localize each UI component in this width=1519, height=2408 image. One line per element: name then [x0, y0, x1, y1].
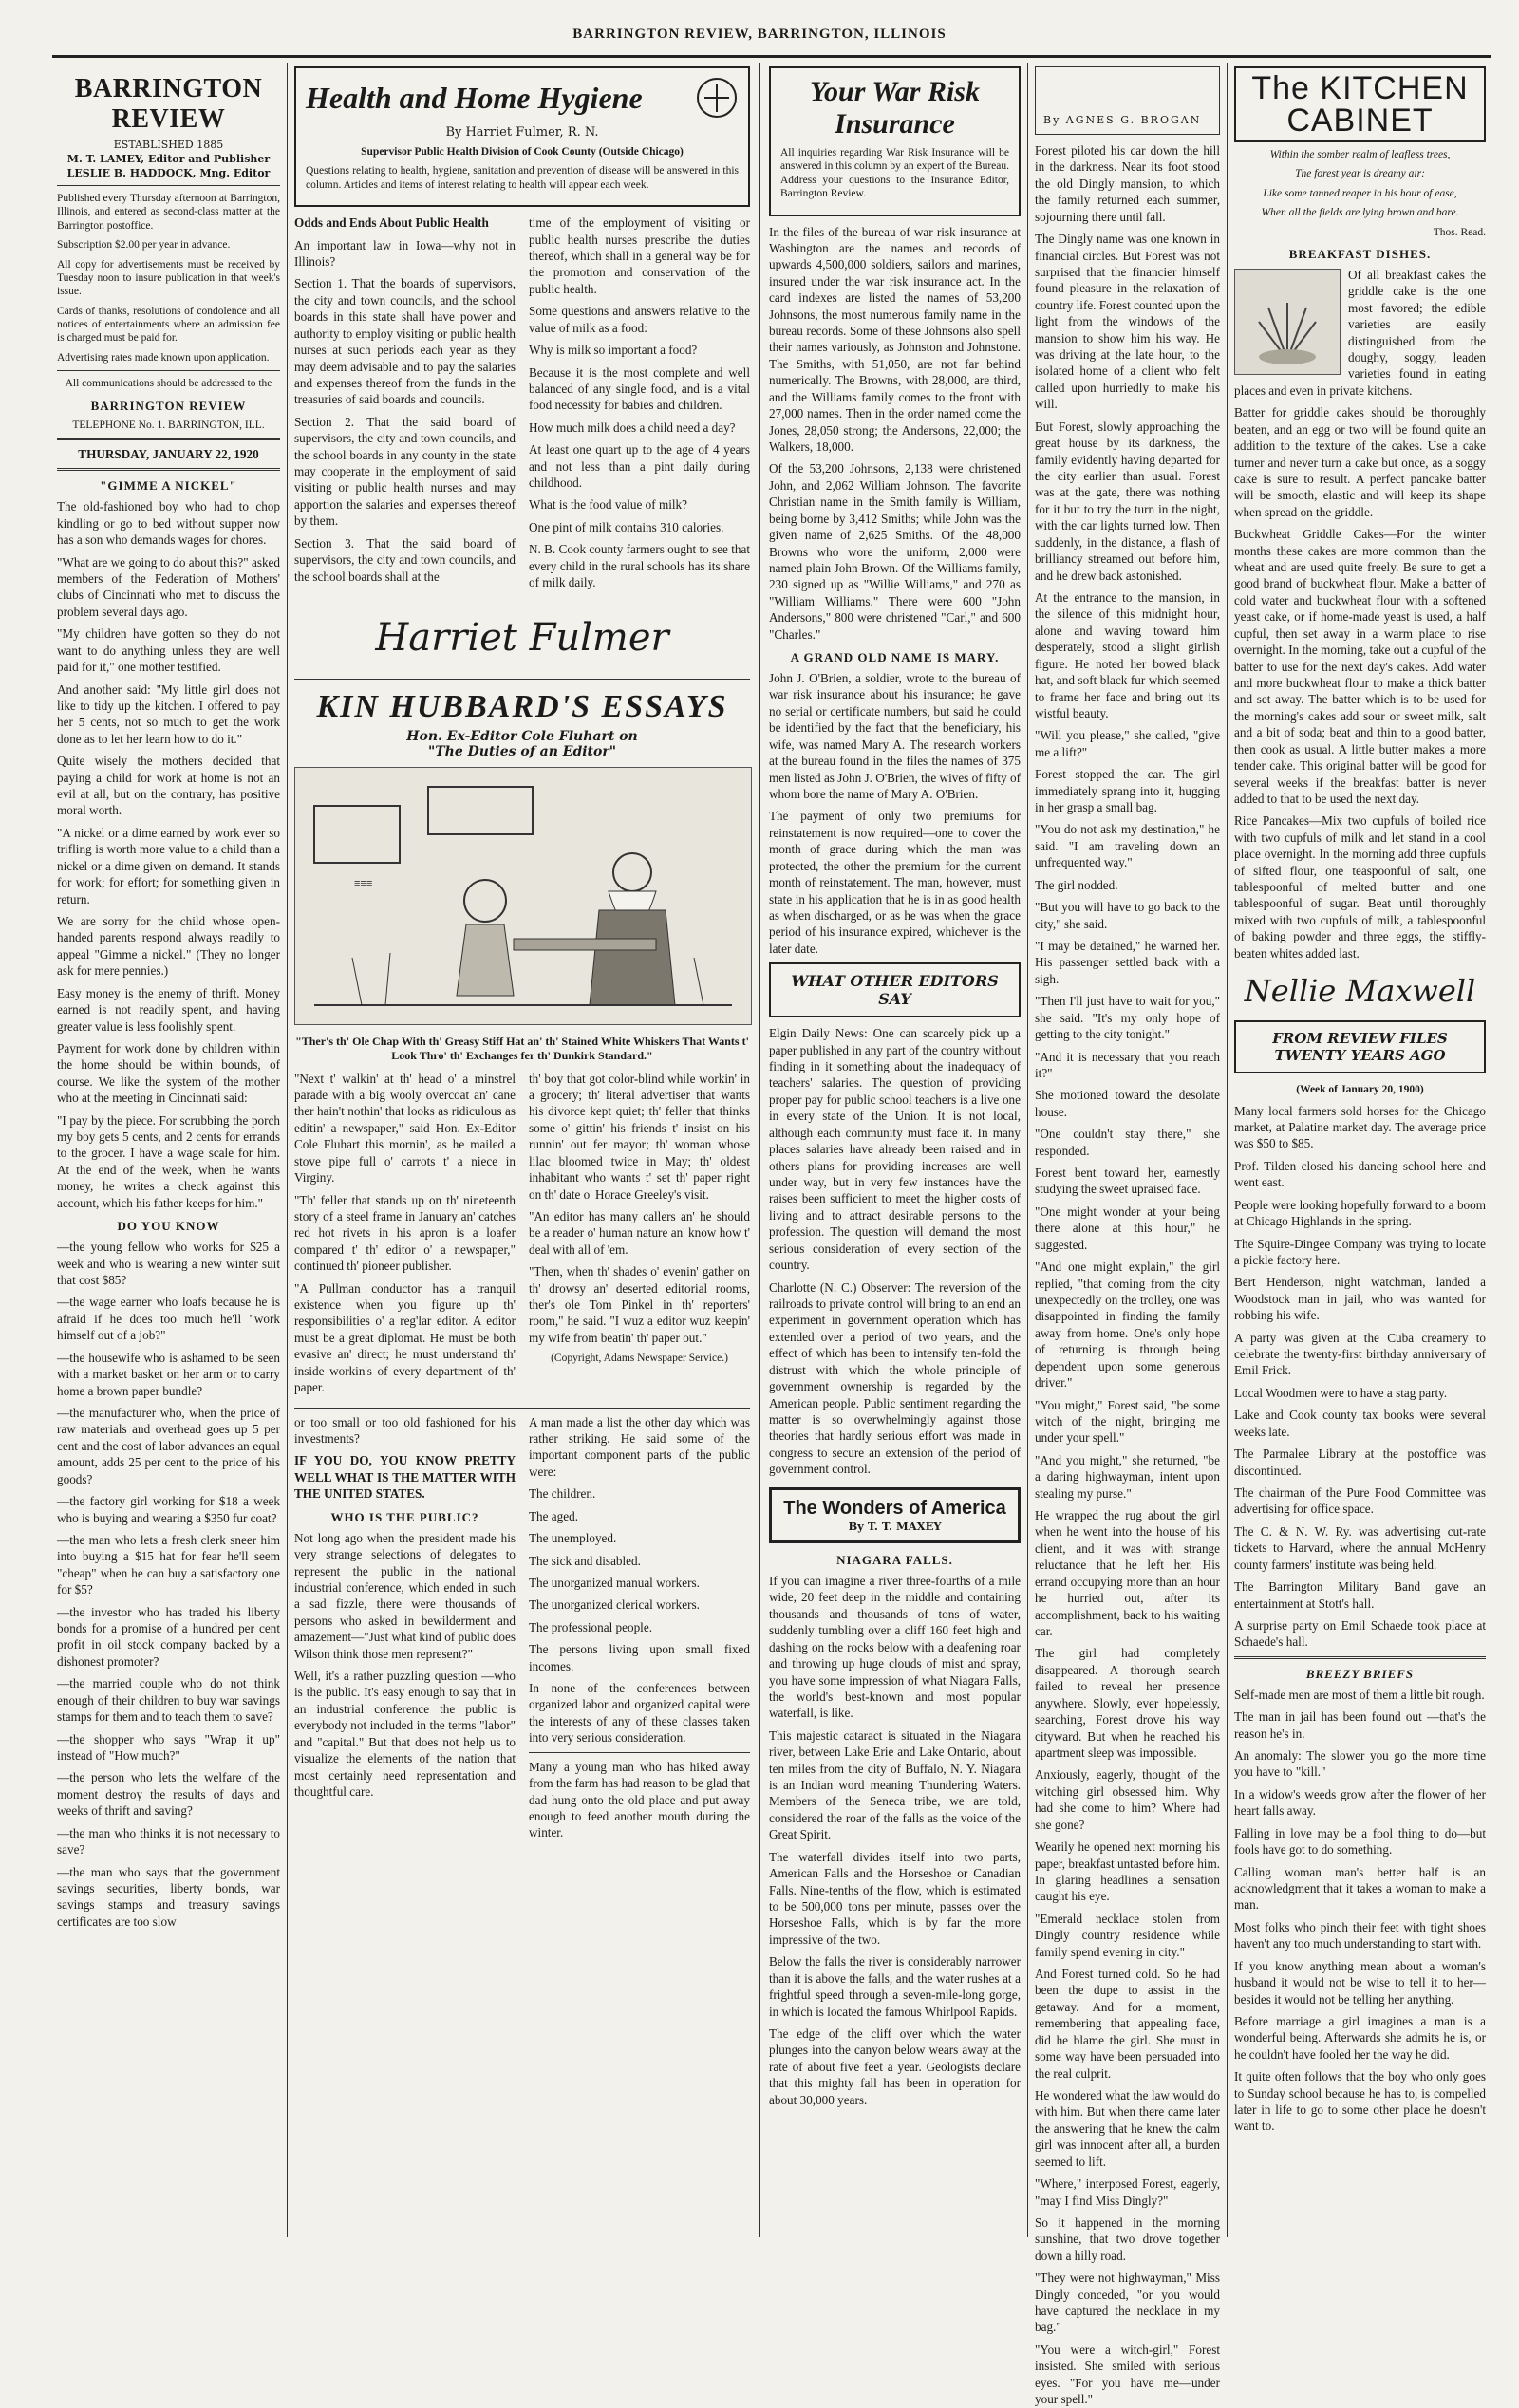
kin-left-paragraph: "Th' feller that stands up on th' nineteenth story of a steel frame in January an' catches red hot rivets in his apron is a loafer compared t' th' editor o' a newspaper," continued th' pioneer publisher.: [294, 1192, 516, 1274]
review-item: The Barrington Military Band gave an entertainment at Stott's hall.: [1234, 1579, 1486, 1611]
review-item: The C. & N. W. Ry. was advertising cut-rate tickets to Harvard, where the annual McHenry county farmers' institute was being held.: [1234, 1523, 1486, 1572]
review-item: Local Woodmen were to have a stag party.: [1234, 1385, 1448, 1400]
story-paragraph: "But you will have to go back to the city," she said.: [1035, 900, 1220, 931]
editor-line: M. T. LAMEY, Editor and Publisher: [66, 153, 271, 165]
war-risk-paragraph: John J. O'Brien, a soldier, wrote to the bureau of war risk insurance about his insurance; he gave no serial or certificate numbers, but said he could be identified by the fact that the beneficiary, his wife, was named Mary A. The research workers at the bureau found in the files the names of 375 men listed as John J. O'Brien, the wives of fifty of whom bore the name of Mary A. O'Brien.: [769, 671, 1021, 801]
story-header: [1035, 66, 1220, 135]
column-kitchen: [1234, 66, 1486, 2237]
what-other-editors-title: WHAT OTHER EDITORS SAY: [769, 962, 1021, 1017]
public-list-item: The persons living upon small fixed incomes.: [529, 1642, 750, 1673]
breakfast-title: BREAKFAST DISHES.: [1288, 246, 1432, 261]
public-list-item: The unemployed.: [529, 1531, 617, 1546]
war-risk-header: [769, 66, 1021, 216]
war-risk-title-2: Insurance: [835, 108, 955, 140]
story-paragraph: So it happened in the morning sunshine, that two drove together down a hilly road.: [1035, 2214, 1220, 2263]
health-right-paragraph: Some questions and answers relative to the value of milk as a food:: [529, 304, 750, 335]
top-rule: [52, 55, 1491, 58]
wheat-sheaf-icon: [1235, 270, 1340, 374]
do-you-know-item: —the housewife who is ashamed to be seen with a market basket on her arm or to carry home a brown paper bundle?: [57, 1350, 280, 1398]
war-risk-paragraph: The payment of only two premiums for reinstatement is now required—one to cover the month of grace during which the man was protected, the other the premium for the current month of reinstatement. The man, however, must state in his application that he is in as good health as when discharged, or as he was when the grace period of his insurance expired, whichever is the later date.: [769, 809, 1021, 956]
story-paragraph: He wondered what the law would do with him. But when there came later the answering that he knew the calm girl was innocent after all, a burden seemed to lift.: [1035, 2087, 1220, 2169]
health-right-paragraph: N. B. Cook county farmers ought to see that every child in the rural schools has its share of milk daily.: [529, 542, 750, 590]
breezy-item: Falling in love may be a fool thing to do—but fools have got to do something.: [1234, 1825, 1486, 1857]
from-review-files-box: [1234, 1020, 1486, 1073]
war-risk-paragraph: Of the 53,200 Johnsons, 2,138 were christened John, and 2,062 William Johnson. The favorite Christian name in the Smith family is William, being borne by 3,412 Smiths; while John was the given name of 2,625 Smiths. Of the 48,000 Browns who wore the uniform, 2,000 were named plain John Brown. Of the Williams family, 230 signed up as "Willie Williams," and 270 as "William Williams." There were 600 "John Andersons," 800 were christened "Carl," and 600 "Charles.": [769, 461, 1021, 642]
public-left-paragraph: or too small or too old fashioned for his investments?: [294, 1414, 516, 1446]
do-you-know-item: —the man who lets a fresh clerk sneer him into buying a $15 hat for fear he'll seem "cheap" when he can buy a satisfactory one for $5?: [57, 1532, 280, 1597]
health-right-paragraph: Because it is the most complete and well balanced of any single food, and is a vital food necessity for babies and children.: [529, 364, 750, 413]
page-folio: BARRINGTON REVIEW, BARRINGTON, ILLINOIS: [572, 27, 947, 42]
editorial-paragraph: Payment for work done by children within the home should be within bounds, of course. We like the system of the mother who at the meeting in Cincinnati said:: [57, 1040, 280, 1106]
story-byline: By AGNES G. BROGAN: [1043, 114, 1202, 126]
poem-line: When all the fields are lying brown and bare.: [1261, 207, 1459, 219]
public-left-paragraph: Not long ago when the president made his very strange selections of delegates to represent the public in the national industrial conference, which ended in such a sad fizzle, there were thousands of persons who asked in bewilderment and amazement—"Just what kind of public does Wilson think those men represent?": [294, 1530, 516, 1661]
health-seal-icon: [695, 76, 739, 120]
do-you-know-title: DO YOU KNOW: [117, 1219, 220, 1234]
cards-notice: Cards of thanks, resolutions of condolence and all notices of entertainments where an admission fee is charged must be paid for.: [57, 305, 280, 345]
do-you-know-item: —the shopper who says "Wrap it up" instead of "How much?": [57, 1731, 280, 1763]
kin-left-paragraph: "A Pullman conductor has a tranquil existence when you figure up th' responsibilities o' a reg'lar editor. A editor must be a great diplomat. He must be both evasive an' direct; he must understand th' inside workin's of every department of th' paper.: [294, 1280, 516, 1395]
war-risk-title: Your War Risk: [810, 76, 980, 107]
column-health-kin: [294, 66, 750, 2237]
breezy-item: It quite often follows that the boy who only goes to Sunday school because he has to, is compelled later in life to go to some other place he doesn't want to.: [1234, 2069, 1486, 2134]
story-paragraph: "Then I'll just have to wait for you," she said. "It's my only hope of getting to the city tonight.": [1035, 994, 1220, 1042]
public-list-item: The sick and disabled.: [529, 1553, 641, 1568]
do-you-know-item: —the investor who has traded his liberty bonds for a promise of a hundred per cent profit in oil stock company backed by a dishonest promoter?: [57, 1604, 280, 1669]
wonders-title: The Wonders of America: [783, 1497, 1006, 1519]
story-paragraph: "One couldn't stay there," she responded.: [1035, 1127, 1220, 1158]
story-paragraph: He wrapped the rug about the girl when he went into the house of his client, and it was with strange reluctance that he left her. His errand occupying more than an hour he hurried out, after its accomplishment, back to his waiting car.: [1035, 1508, 1220, 1639]
editorial-paragraph: "What are we going to do about this?" asked members of the Federation of Mothers' clubs of Cincinnati who met to discuss the problem several days ago.: [57, 554, 280, 619]
story-paragraph: The girl had completely disappeared. A thorough search failed to reveal her presence anywhere. Slowly, ever hopelessly, searching, Forest drove his way cityward. But when he reached his apartment sleep was impossible.: [1035, 1646, 1220, 1760]
breezy-item: The man in jail has been found out —that's the reason he's in.: [1234, 1709, 1486, 1741]
health-right-paragraph: What is the food value of milk?: [529, 497, 687, 513]
public-left-emphasis: IF YOU DO, YOU KNOW PRETTY WELL WHAT IS THE MATTER WITH THE UNITED STATES.: [294, 1453, 516, 1502]
health-right-paragraph: At least one quart up to the age of 4 years and not less than a pint daily during childhood.: [529, 442, 750, 491]
from-review-title: FROM REVIEW FILES: [1272, 1030, 1448, 1048]
kin-title: KIN HUBBARD'S ESSAYS: [316, 688, 728, 724]
war-risk-paragraph: In the files of the bureau of war risk insurance at Washington are the names and records of upwards 4,500,000 soldiers, sailors and marines, insured under the war risk insurance act. In the card indexes are listed the names of 53,200 Johnsons, the most numerous family name in the bureau records. Some of these Johnsons also spell their names variously, as Johnston and Johnstone. The Smiths, with 51,050, are not far behind numerically. The Browns, with 28,000, are third, and the Williams family comes to the front with 27,000 names. Then in the order named come the Jones, 28,050 strong; the Andersons, 22,000; the Walkers, 18,000.: [769, 224, 1021, 454]
health-left-paragraph: An important law in Iowa—why not in Illinois?: [294, 237, 516, 269]
story-paragraph: "I may be detained," he warned her. His passenger settled back with a sigh.: [1035, 938, 1220, 986]
story-paragraph: "Where," interposed Forest, eagerly, "may I find Miss Dingly?": [1035, 2176, 1220, 2208]
health-subtitle: Supervisor Public Health Division of Cook County (Outside Chicago): [361, 146, 684, 158]
editorial-paragraph: We are sorry for the child whose open-handed parents respond always readily to appeal "Gimme a nickel." (They no longer ask for mere pennies.): [57, 914, 280, 979]
copy-notice: All copy for advertisements must be received by Tuesday noon to insure publication in that week's issue.: [57, 258, 280, 298]
publication-notice: Published every Thursday afternoon at Barrington, Illinois, and entered as second-class matter at the Barrington postoffice.: [57, 193, 280, 232]
advertising-notice: Advertising rates made known upon application.: [57, 351, 270, 364]
kitchen-paragraph: Batter for griddle cakes should be thoroughly beaten, and an egg or two will be found quite an addition to the texture of the cakes. Use a cake turner and never turn a cake but once, as a soggy cake is sure to result. A perfect pancake batter will be smooth, elastic and will keep its shape when spread on the griddle.: [1234, 405, 1486, 519]
poem-line: Like some tanned reaper in his hour of ease,: [1263, 187, 1457, 199]
do-you-know-item: —the young fellow who works for $25 a week and who is wearing a new winter suit that cost $85?: [57, 1240, 280, 1288]
review-item: A party was given at the Cuba creamery to celebrate the twenty-first birthday anniversary of Emil Frick.: [1234, 1330, 1486, 1378]
column-rule: [1027, 63, 1028, 2237]
editorial-paragraph: Easy money is the enemy of thrift. Money earned is not readily spent, and having greater value is less foolishly spent.: [57, 985, 280, 1034]
column-story: [1035, 66, 1221, 2407]
kin-right-paragraph: "An editor has many callers an' he should be a reader o' human nature an' know how t' deal with all of 'em.: [529, 1208, 750, 1257]
review-item: Lake and Cook county tax books were several weeks late.: [1234, 1408, 1486, 1439]
breezy-item: In a widow's weeds grow after the flower of her heart falls away.: [1234, 1786, 1486, 1819]
story-paragraph: She motioned toward the desolate house.: [1035, 1088, 1220, 1119]
breezy-item: If you know anything mean about a woman's husband it would not be wise to tell it to her—besides it would not be telling her anything.: [1234, 1958, 1486, 2007]
address-name: BARRINGTON REVIEW: [90, 398, 247, 413]
kitchen-paragraph: Rice Pancakes—Mix two cupfuls of boiled rice with two cupfuls of milk and let stand in a cool place overnight. In the morning add three cupfuls of sifted flour, one teaspoonful of salt, one tablespoonful of melted butter and one tablespoonful of sugar. Beat until thoroughly mixed with two cupfuls of milk, a tablespoonful of baking powder and three eggs, the stiffly-beaten whites added last.: [1234, 813, 1486, 961]
kitchen-cabinet-logo: The KITCHEN CABINET: [1234, 66, 1486, 142]
health-title: Health and Home Hygiene: [306, 80, 643, 115]
wonders-byline: By T. T. MAXEY: [848, 1519, 942, 1533]
public-right-paragraph: A man made a list the other day which was rather striking. He said some of the important component parts of the public were:: [529, 1414, 750, 1479]
do-you-know-item: —the wage earner who loafs because he is afraid if he does too much he'll "work himself out of a job?": [57, 1295, 280, 1343]
story-paragraph: Anxiously, eagerly, thought of the witching girl obsessed him. Why had she come to him? Where had she gone?: [1035, 1767, 1220, 1832]
kitchen-signature: Nellie Maxwell: [1244, 973, 1476, 1010]
manager-line: LESLIE B. HADDOCK, Mng. Editor: [66, 167, 271, 179]
do-you-know-item: —the man who thinks it is not necessary to save?: [57, 1825, 280, 1857]
editorial-paragraph: And another said: "My little girl does not like to tidy up the kitchen. I offered to pay her 5 cents, not so much to get the work done as to let her learn how to do it.": [57, 681, 280, 746]
do-you-know-item: —the factory girl working for $18 a week who is buying and wearing a $350 fur coat?: [57, 1494, 280, 1525]
story-paragraph: "And you might," she returned, "be a daring highwayman, intent upon stealing my purse.": [1035, 1452, 1220, 1501]
kin-right-paragraph: "Then, when th' shades o' evenin' gather on th' drowsy an' deserted editorial rooms, ther's ole Tom Pinkel in th' reporters' room," he said. "I wuz a editor wuz keepin' my wife from beatin' th' paper out.": [529, 1264, 750, 1345]
health-left-paragraph: Section 3. That the said board of supervisors, the city and town councils, and the school boards shall at the: [294, 535, 516, 584]
editorial-paragraph: The old-fashioned boy who had to chop kindling or go to bed without supper now has a son who demands wages for chores.: [57, 499, 280, 548]
review-item: Many local farmers sold horses for the Chicago market, at Palatine market day. The average price was $50 to $85.: [1234, 1103, 1486, 1151]
editorial-paragraph: "I pay by the piece. For scrubbing the porch my boy gets 5 cents, and 2 cents for errands to the grocer. I have a wage scale for him. At the end of the week, when he wants money, he writes a check against this account, which his father keeps for him.": [57, 1112, 280, 1210]
health-left-paragraph: Section 1. That the boards of supervisors, the city and town councils, and the school boards in this state shall have power and authority to employ visiting or public health nurses at such periods each year as they may deem advisable and to pay the salaries and expenses thereof from the funds in the treasuries of said boards and councils.: [294, 276, 516, 407]
do-you-know-item: —the manufacturer who, when the price of raw materials and overhead goes up 5 per cent and the cost of labor advances an equal amount, adds 25 per cent to the price of his goods?: [57, 1405, 280, 1486]
health-left-paragraph: Section 2. That the said board of supervisors, the city and town councils, and the school boards in any county in the state may cooperate in the employment of said visiting or public health nurses and may apportion the salaries and expenses thereof by them.: [294, 414, 516, 529]
health-header-box: [294, 66, 750, 207]
health-right-paragraph: time of the employment of visiting or public health nurses prescribe the duties thereof, which shall in a general way be for the promotion and conservation of the public health.: [529, 215, 750, 296]
story-paragraph: "You might," Forest said, "be some witch of the night, bringing me under your spell.": [1035, 1397, 1220, 1446]
story-paragraph: Forest bent toward her, earnestly studying the sweet upraised face.: [1035, 1166, 1220, 1197]
niagara-paragraph: This majestic cataract is situated in the Niagara river, between Lake Erie and Lake Ontario, about ten miles from the city of Buffalo, N. Y. Niagara is an Indian word meaning Thundering Waters. Members of the Seneca tribe, we are told, considered the roar of the falls as the voice of the Great Spirit.: [769, 1727, 1021, 1842]
health-right-paragraph: Why is milk so important a food?: [529, 343, 698, 358]
do-you-know-item: —the man who says that the government savings securities, liberty bonds, war savings stamps and treasury savings certificates are too slow: [57, 1864, 280, 1929]
review-item: The Squire-Dingee Company was trying to locate a pickle factory here.: [1234, 1236, 1486, 1267]
review-item: People were looking hopefully forward to a boom at Chicago Highlands in the spring.: [1234, 1197, 1486, 1229]
kitchen-paragraph: Buckwheat Griddle Cakes—For the winter months these cakes are more common than the wheat and are used quite freely. Be sure to get a good brand of buckwheat flour. Make a batter of cold water and buckwheat flour with a softened yeast cake, or if home-made yeast is used, a half cupful, then set away in a warm place to rise overnight. In the morning, take out a cupful of the batter to use for the next day's cakes. Add water and more buckwheat flour to make a thick batter and set away. The batter which is to be used for the morning's cakes add sour or sweet milk, salt and a bit of soda; beat and thin to a good batter, then cook as usual. A little butter makes a more tender cake. This original batter will be good for several weeks if the breakfast batter is never added to that to be used the next day.: [1234, 527, 1486, 806]
from-review-title-2: TWENTY YEARS AGO: [1274, 1047, 1446, 1065]
story-paragraph: The girl nodded.: [1035, 877, 1118, 892]
health-signature: Harriet Fulmer: [375, 615, 669, 660]
niagara-paragraph: The edge of the cliff over which the water plunges into the canyon below wears away at the rate of about five feet a year. Geologists declare that this mighty fall has been in operation for about 30,000 years.: [769, 2025, 1021, 2107]
story-paragraph: And Forest turned cold. So he had been the dupe to assist in the getaway. And for a moment, remembering that appealing face, did he blame the girl. She must in some way have been persuaded into the real culprit.: [1035, 1967, 1220, 2081]
editor-illustration: [294, 767, 752, 1025]
health-right-paragraph: One pint of milk contains 310 calories.: [529, 519, 724, 534]
editorial-title: "GIMME A NICKEL": [100, 478, 237, 494]
kin-copyright: (Copyright, Adams Newspaper Service.): [551, 1353, 728, 1365]
issue-date: THURSDAY, JANUARY 22, 1920: [78, 446, 259, 461]
story-paragraph: Wearily he opened next morning his paper, breakfast untasted before him. In glaring headlines a sensation caught his eye.: [1035, 1839, 1221, 1904]
poem-line: Within the somber realm of leafless trees,: [1269, 149, 1451, 160]
story-paragraph: Forest piloted his car down the hill in the darkness. Near its foot stood the old Dingly mansion, to which the family returned each summer, sojourning there until fall.: [1035, 143, 1220, 224]
kin-left-paragraph: "Next t' walkin' at th' head o' a minstrel parade with a big wooly overcoat an' cane ther hain't nothin' that looks as ridiculous as editin' a newspaper," said Hon. Ex-Editor Cole Fluhart this mornin', as he mailed a stove pipe full o' carrots t' a niece in Virginy.: [294, 1071, 516, 1185]
niagara-title: NIAGARA FALLS.: [836, 1552, 953, 1567]
column-rule: [287, 63, 288, 2237]
niagara-paragraph: The waterfall divides itself into two parts, American Falls and the Horseshoe or Canadian Falls. Nine-tenths of the flow, which is estimated to be 500,000 tons per minute, passes over the Horseshoe Falls, which is by far the more impressive of the two.: [769, 1849, 1021, 1947]
public-left-paragraph: Well, it's a rather puzzling question —who is the public. It's easy enough to say that in an industrial conference the public is everybody not included in the terms "labor" and "capital." But that does not help us to visualize the elements of the nation that most certainly need representation and thoughtful care.: [294, 1669, 516, 1800]
column-rule: [1227, 63, 1228, 2237]
public-right-paragraph: In none of the conferences between organized labor and organized capital were the interests of any of these classes taken into very serious consideration.: [529, 1681, 750, 1745]
health-byline: By Harriet Fulmer, R. N.: [445, 125, 599, 140]
public-list-item: The professional people.: [529, 1619, 653, 1634]
story-paragraph: "One might wonder at your being there alone at this hour," he suggested.: [1035, 1204, 1220, 1252]
public-list-item: The aged.: [529, 1508, 578, 1523]
niagara-paragraph: Below the falls the river is considerably narrower than it is above the falls, and the water rushes at a frightful speed through a seven-mile-long gorge, in which is located the famous Whirlpool Rapids.: [769, 1954, 1021, 2019]
breezy-item: Before marriage a girl imagines a man is a wonderful being. Afterwards she admits he is, or he couldn't have fooled her the way he did.: [1234, 2013, 1486, 2062]
story-paragraph: The Dingly name was one known in financial circles. But Forest was not surprised that the financier himself found pleasure in the relaxation of country life. Forest counted upon the light from the windows of the mansion to show him his way. He was driving at the late hour, to the isolated home of a client who felt called upon hurriedly to make his will.: [1035, 232, 1220, 412]
story-paragraph: "Will you please," she called, "give me a lift?": [1035, 728, 1220, 759]
editorial-paragraph: Quite wisely the mothers decided that paying a child for work at home is not an evil at all, but on the contrary, has positive moral worth.: [57, 754, 280, 818]
story-paragraph: But Forest, slowly approaching the great house by its darkness, the family evidently having departed for the city earlier than usual. Forest was at the gate, there was nothing for it but to try the turn in the night, with the car lights turned low. Then suddenly, in the distance, a flash of brilliancy streamed out before him, and he drew back astonished.: [1035, 419, 1220, 583]
review-item: The chairman of the Pure Food Committee was advertising for office space.: [1234, 1484, 1486, 1517]
story-paragraph: "Emerald necklace stolen from Dingly country residence while family spend evening in city.": [1035, 1911, 1220, 1959]
breezy-item: Most folks who pinch their feet with tight shoes haven't any too much understanding to start with.: [1234, 1919, 1486, 1951]
kitchen-illustration: [1234, 269, 1341, 375]
review-item: The Parmalee Library at the postoffice was discontinued.: [1234, 1447, 1486, 1478]
breezy-item: Calling woman man's better half is an acknowledgment that it takes a woman to make a man.: [1234, 1864, 1486, 1913]
story-paragraph: "And it is necessary that you reach it?": [1035, 1049, 1220, 1080]
do-you-know-item: —the married couple who do not think enough of their children to buy war savings stamps for them and to teach them to save?: [57, 1676, 280, 1725]
column-masthead: [57, 66, 280, 2237]
story-paragraph: "You were a witch-girl," Forest insisted. She smiled with serious eyes. "For you have me—under your spell.": [1035, 2342, 1220, 2407]
story-paragraph: Forest stopped the car. The girl immediately sprang into it, hugging in her grasp a small bag.: [1035, 767, 1220, 815]
review-item: A surprise party on Emil Schaede took place at Schaede's hall.: [1234, 1617, 1486, 1650]
review-item: Bert Henderson, night watchman, landed a Woodstock man in jail, who was wanted for robbing his wife.: [1234, 1275, 1486, 1323]
war-risk-intro: All inquiries regarding War Risk Insurance will be answered in this column by an expert of the Bureau. Address your questions to the Insurance Editor, Barrington Review.: [780, 147, 1009, 200]
address-note: All communications should be addressed to the: [65, 378, 272, 390]
svg-text:≡≡≡: ≡≡≡: [354, 877, 373, 889]
story-paragraph: "They were not highwayman," Miss Dingly conceded, "or you would have captured the necklace in my bag.": [1035, 2270, 1220, 2335]
editors-paragraph: Charlotte (N. C.) Observer: The reversion of the railroads to private control will bring to an end an experiment in government operation which has extended over a period of two years, and the effect of which has been to intensify ten-fold the distrust with which the whole principle of government ownership is regarded by the American people. Public sentiment regarding the matter is so overwhelmingly against those theories that hardly serious effort was made in congress to secure an extension of the period of government control.: [769, 1279, 1021, 1477]
kin-subtitle: Hon. Ex-Editor Cole Fluhart on: [406, 728, 638, 744]
kin-caption: "Ther's th' Ole Chap With th' Greasy Stiff Hat an' th' Stained White Whiskers That Wants t' Look Thro' th' Exchanges fer th' Dunkirk Standard.": [295, 1034, 749, 1062]
telephone-line: TELEPHONE No. 1. BARRINGTON, ILL.: [72, 419, 265, 431]
public-list-item: The unorganized clerical workers.: [529, 1597, 700, 1613]
do-you-know-item: —the person who lets the welfare of the moment destroy the results of days and weeks of thrift and saving?: [57, 1770, 280, 1819]
subscription-notice: Subscription $2.00 per year in advance.: [57, 239, 231, 252]
poem-attribution: —Thos. Read.: [1422, 226, 1486, 238]
poem-line: The forest year is dreamy air:: [1295, 168, 1425, 180]
filler-paragraph: Many a young man who has hiked away from the farm has had reason to be glad that dad hung onto the old place and put away enough to feed another mouth during the winter.: [529, 1759, 750, 1840]
breezy-title: BREEZY BRIEFS: [1305, 1666, 1415, 1681]
war-risk-subhead: A GRAND OLD NAME IS MARY.: [790, 650, 1000, 665]
editorial-paragraph: "A nickel or a dime earned by work ever so trifling is worth more value to a child than a nickel or a dime given on demand. It stands for work; for effort; for something given in return.: [57, 825, 280, 906]
kin-subtitle: "The Duties of an Editor": [427, 743, 617, 759]
public-list-item: The children.: [529, 1486, 596, 1502]
story-paragraph: "You do not ask my destination," he said. "I am traveling down an unfrequented way.": [1035, 822, 1220, 870]
review-item: Prof. Tilden closed his dancing school here and went east.: [1234, 1158, 1486, 1190]
niagara-paragraph: If you can imagine a river three-fourths of a mile wide, 20 feet deep in the middle and containing thousands and thousands of tons of water, suddenly tumbling over a cliff 160 feet high and dashing on the rocks below with a deafening roar and throwing up huge clouds of mist and spray, you have some impression of what Niagara Falls, the world's best-known and most popular waterfall, is like.: [769, 1573, 1021, 1721]
who-is-public-title: WHO IS THE PUBLIC?: [330, 1509, 479, 1524]
established: ESTABLISHED 1885: [113, 139, 224, 151]
breezy-item: Self-made men are most of them a little bit rough.: [1234, 1687, 1485, 1702]
public-list-item: The unorganized manual workers.: [529, 1575, 700, 1590]
kin-right-paragraph: th' boy that got color-blind while workin' in a grocery; th' literal advertiser that wants his divorce kept quiet; th' feller that thinks some o' gittin' his friends t' insist on his runnin' out fer mayor; th' woman whose lilac bloomed twice in May; th' oldest inhabitant who wants t' set th' paper right on th' date o' Horace Greeley's visit.: [529, 1071, 750, 1202]
health-right-paragraph: How much milk does a child need a day?: [529, 420, 736, 435]
story-paragraph: At the entrance to the mansion, in the silence of this midnight hour, alone and waving toward him desperately, stood a slight girlish figure. He noted her bowed black hat, and soft black fur which seemed to frame her face and bring out its wistful beauty.: [1035, 589, 1220, 720]
breezy-item: An anomaly: The slower you go the more time you have to "kill.": [1234, 1748, 1486, 1780]
column-war-risk: [769, 66, 1021, 2237]
story-paragraph: "And one might explain," the girl replied, "that coming from the city unexpectedly on the trolley, one was disappointed in finding the family away from home. One's only hope of returning is through being dependent upon some generous driver.": [1035, 1260, 1220, 1391]
health-intro: Questions relating to health, hygiene, sanitation and prevention of disease will be answered in this column. Articles and items of interest relating to health will appear each week.: [306, 165, 739, 191]
kitchen-paragraph: Of all breakfast cakes the griddle cake is the one most favored; the edible varieties are easily distinguished from the doughy, soggy, leaden varieties found in eating places and even in private kitchens.: [1234, 267, 1486, 398]
wonders-header: [769, 1487, 1021, 1543]
health-left-heading: Odds and Ends About Public Health: [294, 215, 489, 231]
week-label: (Week of January 20, 1900): [1296, 1084, 1424, 1096]
editorial-paragraph: "My children have gotten so they do not want to do anything unless they are well paid for it," one mother testified.: [57, 626, 280, 675]
editors-paragraph: Elgin Daily News: One can scarcely pick up a paper published in any part of the country without finding in it something about the inadequacy of teachers' salaries. The question of providing proper pay for public school teachers is a live one in every state of the Union. It is not local, although each community must face it. In many places salaries have already been raised and in others plans for providing increases are well under way, but in very few instances have the raises been sufficient to meet the higher costs of living and to attract desirable persons to the profession. The question will demand the most serious consideration of every section of the country.: [769, 1026, 1021, 1273]
masthead: BARRINGTON REVIEW: [74, 74, 263, 134]
